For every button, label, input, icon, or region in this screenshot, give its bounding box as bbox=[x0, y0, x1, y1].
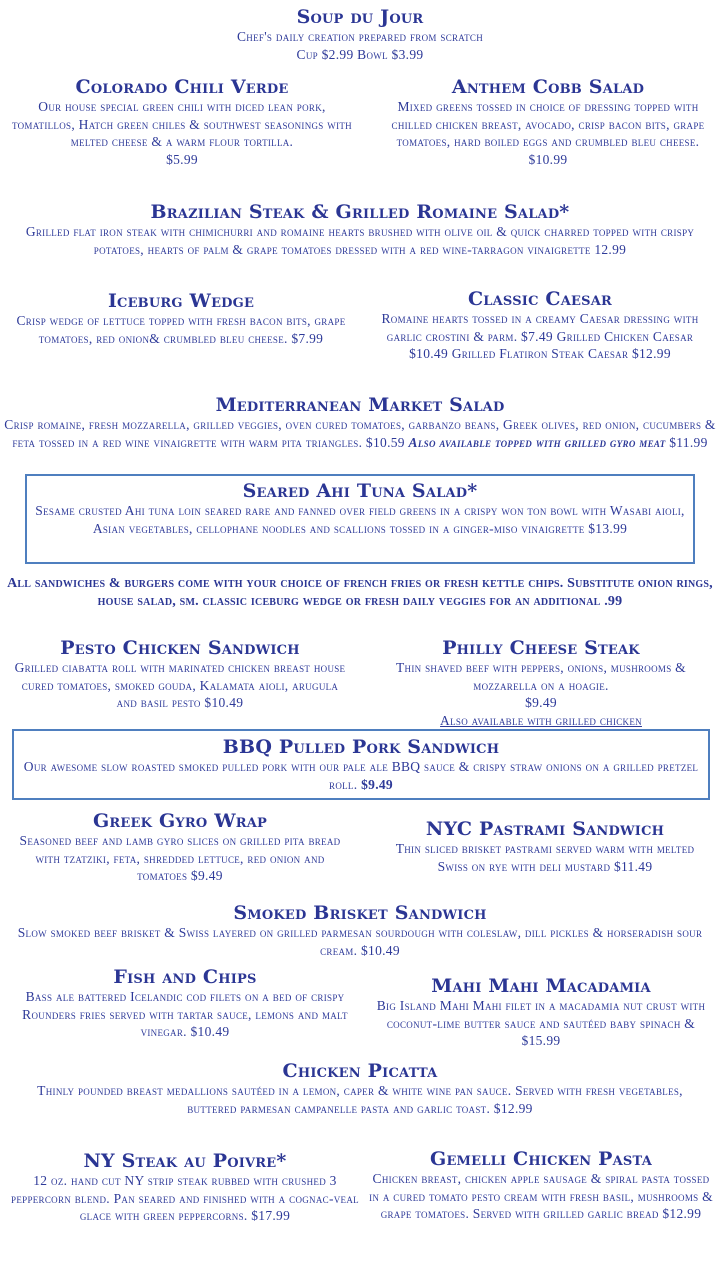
caesar-title: Classic Caesar bbox=[467, 288, 613, 310]
bbq-description bbox=[22, 758, 700, 793]
philly-chicken-option: Also available with grilled chicken bbox=[440, 712, 642, 728]
bbq-title: BBQ Pulled Pork Sandwich bbox=[222, 736, 500, 758]
soup-description: Chef's daily creation prepared from scratch bbox=[236, 29, 484, 44]
brazilian-description: Grilled flat iron steak with chimichurri and romaine hearts brushed with olive oil & quick charred topped with crispy potatoes, hearts of palm & grape tomatoes dressed with a red wine-tarragon vinaigrette 12.99 bbox=[25, 224, 695, 257]
mediterranean-description bbox=[4, 416, 716, 451]
philly-description: Thin shaved beef with peppers, onions, mushrooms & mozzarella on a hoagie. bbox=[396, 660, 686, 693]
brisket-title: Smoked Brisket Sandwich bbox=[233, 902, 487, 924]
cobb-section bbox=[382, 76, 714, 168]
philly-section bbox=[376, 637, 706, 729]
soup-prices: Cup $2.99 Bowl $3.99 bbox=[296, 46, 424, 62]
poivre-description: 12 oz. hand cut NY strip steak rubbed with crushed 3 peppercorn blend. Pan seared and finished with a cognac-veal glace with green peppercorns. $17.99 bbox=[11, 1173, 359, 1223]
wedge-description: Crisp wedge of lettuce topped with fresh bacon bits, grape tomatoes, red onion& crumbled bleu cheese. $7.99 bbox=[16, 313, 346, 346]
wedge-title: Iceburg Wedge bbox=[107, 290, 255, 312]
poivre-section bbox=[10, 1150, 360, 1225]
mahi-title: Mahi Mahi Macadamia bbox=[431, 975, 651, 997]
poivre-title: NY Steak au Poivre* bbox=[83, 1150, 287, 1172]
philly-price: $9.49 bbox=[525, 695, 557, 710]
chili-description: Our house special green chili with diced lean pork, tomatillos, Hatch green chiles & southwest seasonings with melted cheese & a warm flour tortilla. bbox=[12, 99, 352, 149]
pesto-description: Grilled ciabatta roll with marinated chicken breast house cured tomatoes, smoked gouda, Kalamata aioli, arugula and basil pesto $10.49 bbox=[14, 660, 346, 710]
chili-section bbox=[8, 76, 356, 168]
tuna-title: Seared Ahi Tuna Salad* bbox=[242, 480, 478, 502]
fish-title: Fish and Chips bbox=[113, 966, 257, 988]
fish-description: Bass ale battered Icelandic cod filets on a bed of crispy Rounders fries served with tartar sauce, lemons and malt vinegar. $10.49 bbox=[22, 989, 348, 1039]
bbq-price: $9.49 bbox=[361, 776, 393, 792]
cobb-title: Anthem Cobb Salad bbox=[451, 76, 645, 98]
gemelli-title: Gemelli Chicken Pasta bbox=[430, 1148, 652, 1170]
picatta-description: Thinly pounded breast medallions sautéed in a lemon, caper & white wine pan sauce. Served with fresh vegetables, buttered parmesan campanelle pasta and garlic toast. $12.99 bbox=[37, 1083, 683, 1116]
picatta-section bbox=[20, 1060, 700, 1117]
mediterranean-gyro-price: $11.99 bbox=[665, 434, 708, 450]
mediterranean-desc-text: Crisp romaine, fresh mozzarella, grilled veggies, oven cured tomatoes, garbanzo beans, Greek olives, red onion, cucumbers & feta tossed in a red wine vinaigrette with warm pita triangles. $10.59 bbox=[4, 417, 716, 450]
gemelli-description: Chicken breast, chicken apple sausage & spiral pasta tossed in a cured tomato pesto cream with fresh basil, mushrooms & grape tomatoes. Served with grilled garlic bread $12.99 bbox=[369, 1171, 713, 1221]
fish-section bbox=[10, 966, 360, 1041]
gyro-section bbox=[12, 810, 348, 885]
mediterranean-section bbox=[4, 394, 716, 451]
pastrami-description: Thin sliced brisket pastrami served warm with melted Swiss on rye with deli mustard $11.49 bbox=[395, 841, 695, 874]
gemelli-section bbox=[368, 1148, 714, 1223]
bbq-desc-text: Our awesome slow roasted smoked pulled pork with our pale ale BBQ sauce & crispy straw onions on a grilled pretzel roll. bbox=[23, 759, 699, 792]
mahi-section bbox=[368, 975, 714, 1050]
brazilian-section bbox=[4, 201, 716, 258]
caesar-section bbox=[370, 288, 710, 363]
gyro-title: Greek Gyro Wrap bbox=[92, 810, 267, 832]
philly-title: Philly Cheese Steak bbox=[442, 637, 640, 659]
mediterranean-gyro-option: Also available topped with grilled gyro meat bbox=[408, 434, 666, 450]
chili-title: Colorado Chili Verde bbox=[75, 76, 289, 98]
pastrami-title: NYC Pastrami Sandwich bbox=[425, 818, 665, 840]
bbq-section bbox=[22, 736, 700, 793]
pesto-title: Pesto Chicken Sandwich bbox=[60, 637, 300, 659]
sandwich-notice: All sandwiches & burgers come with your choice of french fries or fresh kettle chips. Substitute onion rings, house salad, sm. classic iceburg wedge or fresh daily veggies for an additional .99 bbox=[7, 576, 713, 609]
gyro-description: Seasoned beef and lamb gyro slices on grilled pita bread with tzatziki, feta, shredded lettuce, red onion and tomatoes $9.49 bbox=[19, 833, 341, 883]
soup-title: Soup du Jour bbox=[296, 6, 424, 28]
cobb-description: Mixed greens tossed in choice of dressing topped with chilled chicken breast, avocado, crisp bacon bits, grape tomatoes, hard boiled eggs and crumbled bleu cheese. $10.99 bbox=[391, 99, 705, 167]
caesar-description: Romaine hearts tossed in a creamy Caesar dressing with garlic crostini & parm. $7.49 Grilled Chicken Caesar $10.49 Grilled Flatiron Steak Caesar $12.99 bbox=[381, 311, 699, 361]
brisket-section bbox=[10, 902, 710, 959]
wedge-section bbox=[14, 290, 348, 347]
mediterranean-title: Mediterranean Market Salad bbox=[215, 394, 505, 416]
tuna-description: Sesame crusted Ahi tuna loin seared rare and fanned over field greens in a crispy won ton bowl with Wasabi aioli, Asian vegetables, cellophane noodles and scallions tossed in a ginger-miso vinaigrette $13.99 bbox=[35, 503, 685, 536]
brazilian-title: Brazilian Steak & Grilled Romaine Salad* bbox=[150, 201, 570, 223]
pastrami-section bbox=[380, 818, 710, 875]
tuna-section bbox=[34, 480, 686, 537]
mahi-description: Big Island Mahi Mahi filet in a macadamia nut crust with coconut-lime butter sauce and sautéed baby spinach & $15.99 bbox=[376, 998, 706, 1048]
brisket-description: Slow smoked beef brisket & Swiss layered on grilled parmesan sourdough with coleslaw, dill pickles & horseradish sour cream. $10.49 bbox=[17, 925, 703, 958]
chili-price: $5.99 bbox=[166, 151, 198, 167]
soup-section bbox=[0, 6, 720, 63]
picatta-title: Chicken Picatta bbox=[282, 1060, 438, 1082]
pesto-section bbox=[10, 637, 350, 712]
